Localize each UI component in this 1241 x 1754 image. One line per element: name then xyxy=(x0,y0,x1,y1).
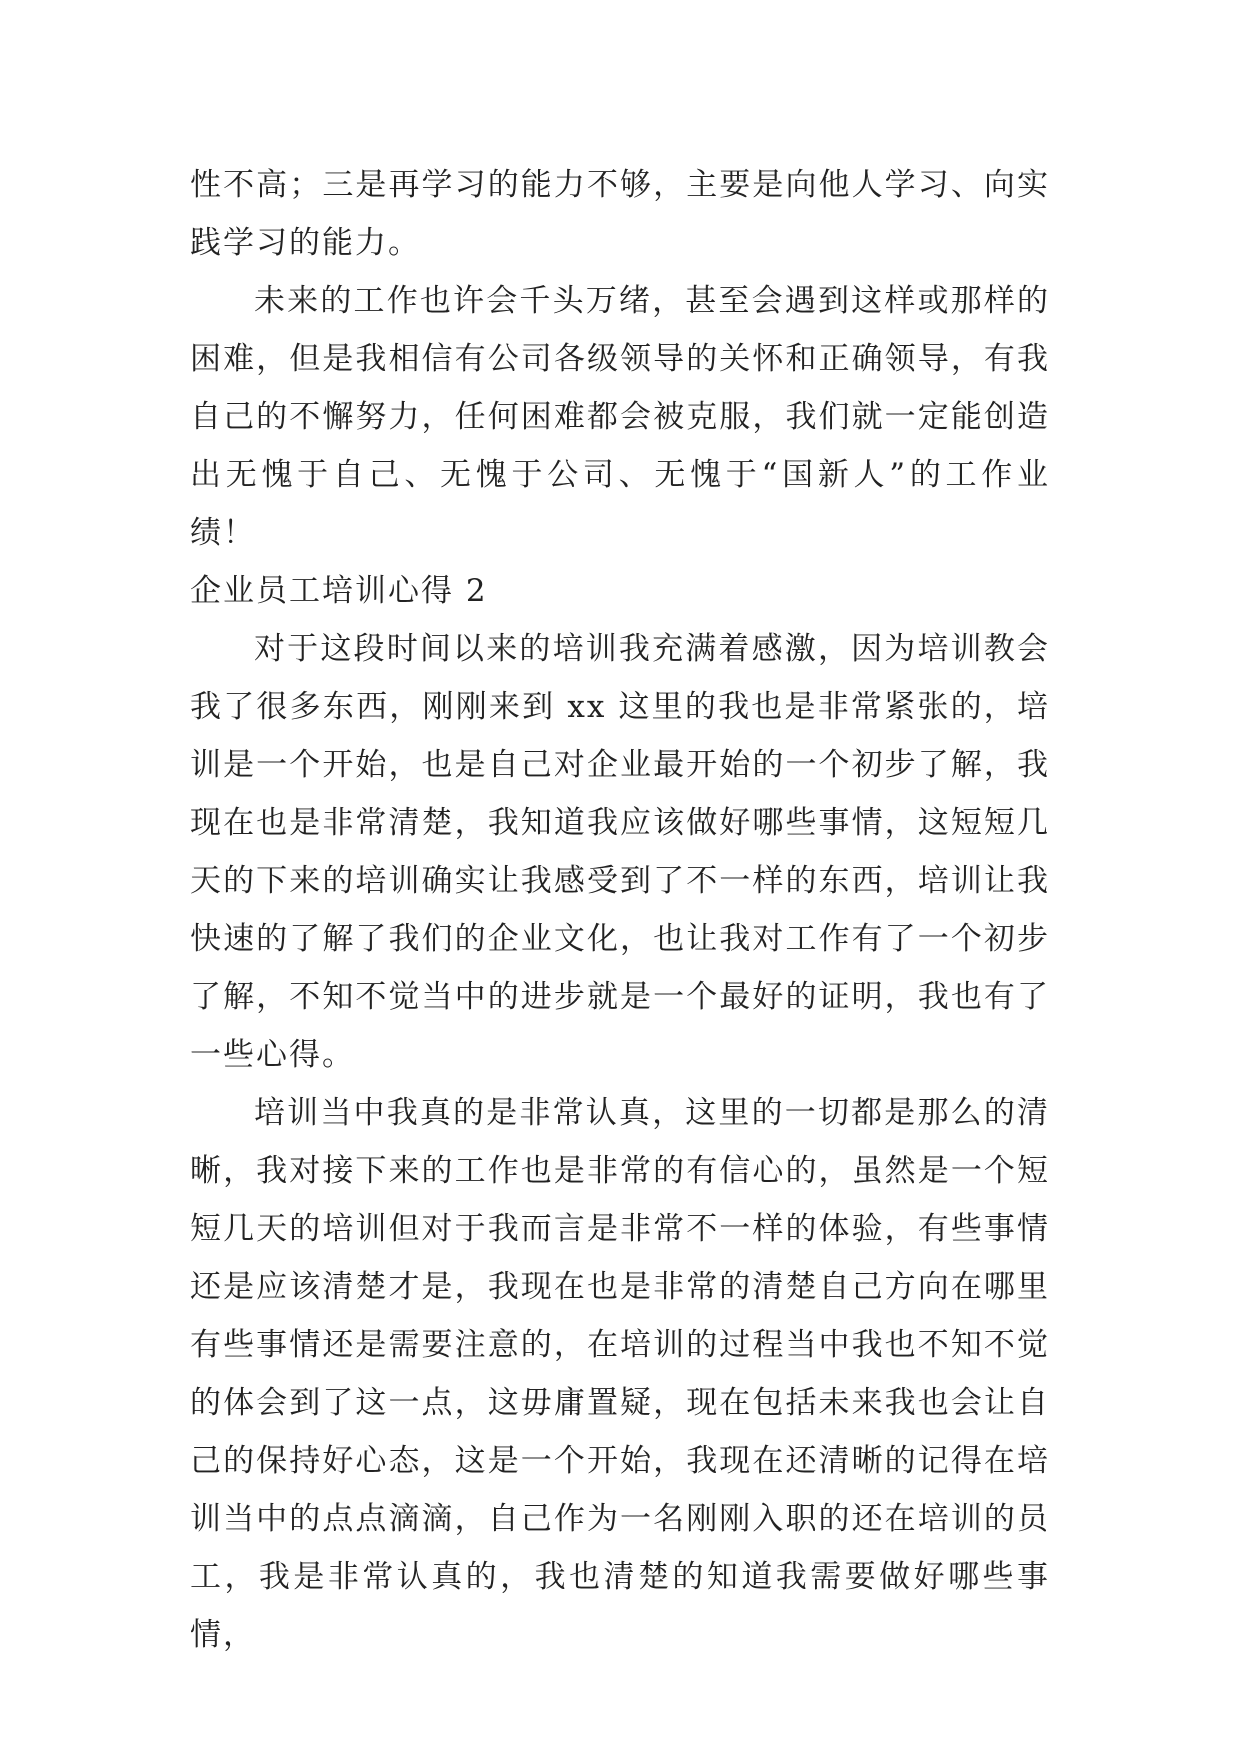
paragraph-gratitude: 对于这段时间以来的培训我充满着感激，因为培训教会我了很多东西，刚刚来到 xx 这里的我也是非常紧张的，培训是一个开始，也是自己对企业最开始的一个初步了解，我现在也是非常清楚，我知道我应该做好哪些事情，这短短几天的下来的培训确实让我感受到了不一样的东西，培训让我快速的了解了我们的企业文化，也让我对工作有了一个初步了解，不知不觉当中的进步就是一个最好的证明，我也有了一些心得。 xyxy=(190,631,1050,1073)
paragraph-training-reflection: 培训当中我真的是非常认真，这里的一切都是那么的清晰，我对接下来的工作也是非常的有信心的，虽然是一个短短几天的培训但对于我而言是非常不一样的体验，有些事情还是应该清楚才是，我现在也是非常的清楚自己方向在哪里有些事情还是需要注意的，在培训的过程当中我也不知不觉的体会到了这一点，这毋庸置疑，现在包括未来我也会让自己的保持好心态，这是一个开始，我现在还清晰的记得在培训当中的点点滴滴，自己作为一名刚刚入职的还在培训的员工，我是非常认真的，我也清楚的知道我需要做好哪些事情， xyxy=(190,1095,1050,1653)
section-heading: 企业员工培训心得 2 xyxy=(190,573,488,609)
document-body xyxy=(190,156,1050,1664)
paragraph-future-work: 未来的工作也许会千头万绪，甚至会遇到这样或那样的困难，但是我相信有公司各级领导的关怀和正确领导，有我自己的不懈努力，任何困难都会被克服，我们就一定能创造出无愧于自己、无愧于公司、无愧于“国新人”的工作业绩！ xyxy=(190,283,1050,551)
paragraph-continuation: 性不高；三是再学习的能力不够，主要是向他人学习、向实践学习的能力。 xyxy=(190,167,1050,261)
